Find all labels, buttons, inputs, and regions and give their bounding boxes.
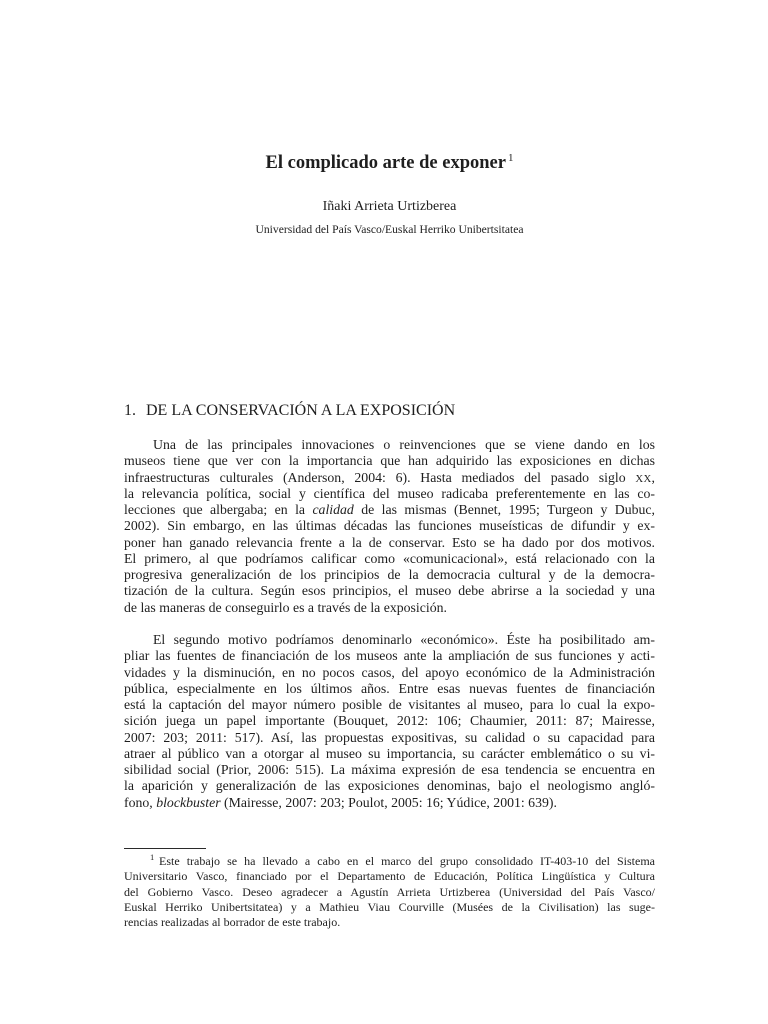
text-line: sición juega un papel importante (Bouquet, 2012: 106; Chaumier, 2011: 87; Mairesse, <box>124 713 655 729</box>
text-segment: , <box>651 469 655 485</box>
text-line: poner han ganado relevancia frente a la de conservar. Esto se ha dado por dos motivos. <box>124 534 655 550</box>
title-footnote-mark[interactable]: 1 <box>507 152 514 164</box>
text-line: 2007: 203; 2011: 517). Así, las propuestas expositivas, su calidad o su capacidad para <box>124 729 655 745</box>
section-title: DE LA CONSERVACIÓN A LA EXPOSICIÓN <box>146 402 456 419</box>
text-line: tización de la cultura. Según esos principios, el museo debe abrirse a la sociedad y una <box>124 583 655 599</box>
text-segment: lecciones que albergaba; en la <box>124 502 313 517</box>
article-title-text: El complicado arte de exponer <box>265 153 506 173</box>
body-paragraph-1 <box>124 437 655 616</box>
text-line: pública, especialmente en los últimos años. Entre esas nuevas fuentes de financiación <box>124 680 655 696</box>
small-caps-numeral: XX <box>635 472 652 485</box>
text-line: vidades y la disminución, en no pocos casos, del apoyo económico de la Administración <box>124 664 655 680</box>
text-line <box>124 470 655 486</box>
text-line: Una de las principales innovaciones o reinvenciones que se viene dando en los <box>153 437 655 452</box>
footnote-line <box>124 854 655 869</box>
section-heading <box>124 401 655 421</box>
text-line: de las maneras de conseguirlo es a través de la exposición. <box>124 599 447 615</box>
text-line: pliar las fuentes de financiación de los museos ante la ampliación de sus funciones y acti- <box>124 648 655 664</box>
text-segment: (Mairesse, 2007: 203; Poulot, 2005: 16; Yúdice, 2001: 639). <box>220 794 557 810</box>
text-segment: infraestructuras culturales (Anderson, 2004: 6). Hasta mediados del pasado siglo <box>124 469 636 485</box>
section-number: 1. <box>124 402 136 419</box>
text-line: la relevancia política, social y científica del museo radicaba preferentemente en las co- <box>124 485 655 501</box>
footnote-line: Universitario Vasco, financiado por el Departamento de Educación, Política Lingüística y Cultura <box>124 869 655 884</box>
footnote-text: Este trabajo se ha llevado a cabo en el marco del grupo consolidado IT-403-10 del Sistema <box>159 854 655 868</box>
article-title <box>124 147 655 174</box>
text-line: 2002). Sin embargo, en las últimas décadas las funciones museísticas de difundir y ex- <box>124 518 655 534</box>
italic-term: blockbuster <box>156 794 221 810</box>
author-name: Iñaki Arrieta Urtizberea <box>322 199 457 214</box>
italic-term: calidad <box>312 502 354 517</box>
author-affiliation: Universidad del País Vasco/Euskal Herriko Unibertsitatea <box>255 223 524 236</box>
text-line: está la captación del mayor número posible de visitantes al museo, para lo cual la expo- <box>124 697 655 712</box>
body-paragraph-2 <box>124 632 655 811</box>
text-line: El primero, al que podríamos calificar como «comunicacional», está relacionado con la <box>124 550 655 566</box>
text-line: sibilidad social (Prior, 2006: 515). La máxima expresión de esa tendencia se encuentra en <box>124 762 655 777</box>
footnote-line: rencias realizadas al borrador de este trabajo. <box>124 915 341 929</box>
text-line: la aparición y generalización de las exposiciones denominas, bajo el neologismo angló- <box>124 778 655 794</box>
footnote-line: Euskal Herriko Unibertsitatea) y a Mathieu Viau Courville (Musées de la Civilisation) las suge- <box>124 899 655 914</box>
footnote-line: del Gobierno Vasco. Deseo agradecer a Agustín Arrieta Urtizberea (Universidad del País Vasco/ <box>124 884 655 899</box>
text-segment: de las mismas (Bennet, 1995; Turgeon y Dubuc, <box>353 502 655 517</box>
footnote <box>124 854 655 930</box>
text-line: atraer al público van a otorgar al museo su importancia, su carácter emblemático o su vi- <box>124 745 655 761</box>
text-segment: fono, <box>124 794 157 810</box>
text-line: El segundo motivo podríamos denominarlo «económico». Éste ha posibilitado am- <box>153 632 655 647</box>
text-line: progresiva generalización de los principios de la democracia cultural y de la democra- <box>124 567 655 582</box>
text-line: museos tiene que ver con la importancia que han adquirido las exposiciones en dichas <box>124 453 655 469</box>
footnote-mark: 1 <box>150 852 155 862</box>
text-line <box>124 795 655 811</box>
text-line <box>124 502 655 518</box>
footnote-divider <box>124 848 206 849</box>
